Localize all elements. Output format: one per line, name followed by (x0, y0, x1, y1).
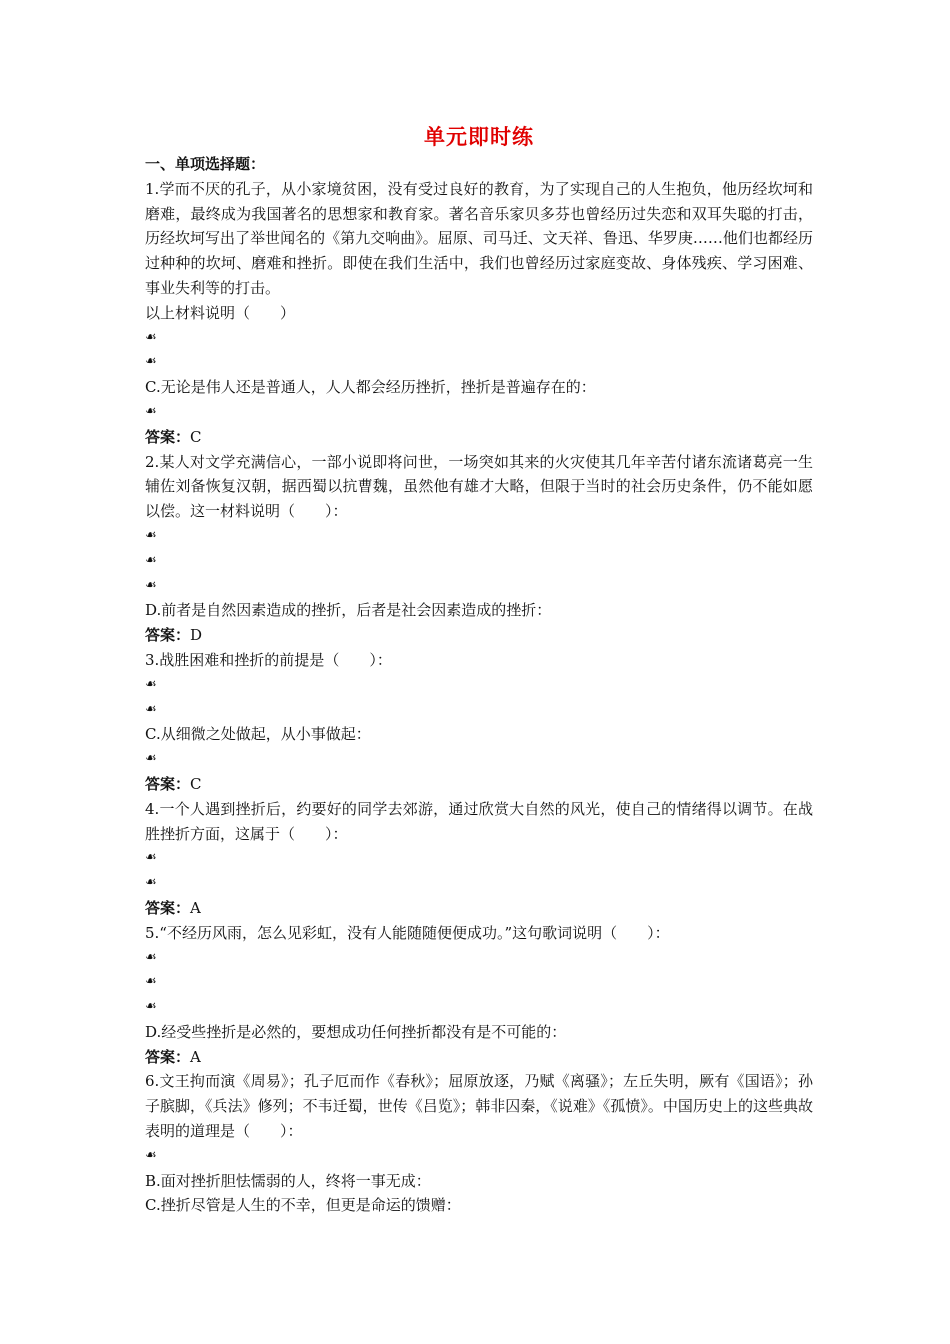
question-1-answer (145, 425, 813, 450)
option-a-icon: ☙ (145, 329, 157, 345)
question-1-prompt: 以上材料说明（ ） (145, 303, 296, 322)
question-1-stem: 1.学而不厌的孔子，从小家境贫困，没有受过良好的教育，为了实现自己的人生抱负，他历经坎坷和磨难，最终成为我国著名的思想家和教育家。著名音乐家贝多芬也曾经历过失恋和双耳失聪的打击，历经坎坷写出了举世闻名的《第九交响曲》。屈原、司马迁、文天祥、鲁迅、华罗庚……他们也都经历过种种的坎坷、磨难和挫折。即使在我们生活中，我们也曾经历过家庭变故、身体残疾、学习困难、事业失利等的打击。 (145, 179, 813, 297)
question-3-option-c: C.从细微之处做起，从小事做起： (145, 725, 371, 744)
option-b-icon: ☙ (145, 974, 157, 990)
question-4-answer (145, 896, 813, 921)
option-b-icon: ☙ (145, 552, 157, 568)
question-5-stem: 5.“不经历风雨，怎么见彩虹，没有人能随随便便成功。”这句歌词说明（ ）： (145, 923, 670, 942)
question-6-option-b: B.面对挫折胆怯懦弱的人，终将一事无成： (145, 1171, 431, 1190)
question-2-answer (145, 623, 813, 648)
option-a-icon: ☙ (145, 527, 157, 543)
answer-value: A (190, 1047, 201, 1066)
question-3-answer (145, 772, 813, 797)
option-a-icon: ☙ (145, 1147, 157, 1163)
document-title: 单元即时练 (424, 124, 534, 149)
document-page (145, 124, 813, 1218)
answer-label: 答案： (145, 427, 191, 446)
option-b-icon: ☙ (145, 701, 157, 717)
option-c-icon: ☙ (145, 999, 157, 1015)
answer-label: 答案： (145, 898, 191, 917)
question-4-stem: 4.一个人遇到挫折后，约要好的同学去郊游，通过欣赏大自然的风光，使自己的情绪得以调节。在战胜挫折方面，这属于（ ）： (145, 799, 813, 843)
question-1-option-c: C.无论是伟人还是普通人，人人都会经历挫折，挫折是普遍存在的： (145, 378, 596, 397)
question-5-option-d: D.经受些挫折是必然的，要想成功任何挫折都没有是不可能的： (145, 1022, 567, 1041)
option-c-icon: ☙ (145, 577, 157, 593)
question-2-option-d: D.前者是自然因素造成的挫折，后者是社会因素造成的挫折： (145, 601, 552, 620)
question-3-stem: 3.战胜困难和挫折的前提是（ ）： (145, 650, 392, 669)
option-a-icon: ☙ (145, 949, 157, 965)
question-2-stem: 2.某人对文学充满信心，一部小说即将问世，一场突如其来的火灾使其几年辛苦付诸东流诸葛亮一生辅佐刘备恢复汉朝，据西蜀以抗曹魏，虽然他有雄才大略，但限于当时的社会历史条件，仍不能如愿以偿。这一材料说明（ ）： (145, 452, 813, 521)
option-a-icon: ☙ (145, 850, 157, 866)
answer-label: 答案： (145, 626, 191, 645)
answer-value: C (190, 427, 202, 446)
question-5-answer (145, 1045, 813, 1070)
option-d-icon: ☙ (145, 403, 157, 419)
option-a-icon: ☙ (145, 676, 157, 692)
answer-label: 答案： (145, 1047, 191, 1066)
option-b-icon: ☙ (145, 354, 157, 370)
answer-value: C (190, 774, 202, 793)
answer-label: 答案： (145, 774, 191, 793)
question-6-stem: 6.文王拘而演《周易》；孔子厄而作《春秋》；屈原放逐，乃赋《离骚》；左丘失明，厥有《国语》；孙子膑脚，《兵法》修列；不韦迁蜀，世传《吕览》；韩非囚秦，《说难》《孤愤》。中国历史上的这些典故表明的道理是（ ）： (145, 1072, 813, 1141)
section-heading: 一、单项选择题： (145, 155, 266, 173)
option-b-icon: ☙ (145, 875, 157, 891)
option-d-icon: ☙ (145, 751, 157, 767)
answer-value: D (190, 626, 203, 645)
question-6-option-c: C.挫折尽管是人生的不幸，但更是命运的馈赠： (145, 1196, 461, 1215)
answer-value: A (190, 898, 201, 917)
